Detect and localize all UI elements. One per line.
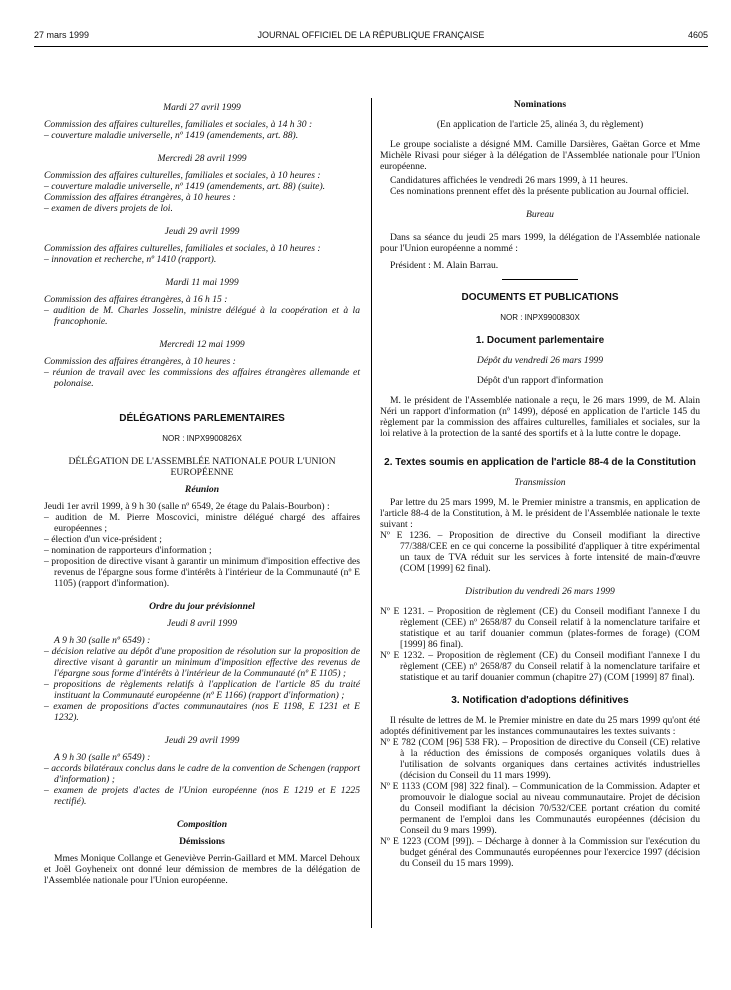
paragraph: Jeudi 1er avril 1999, à 9 h 30 (salle nº 6549, 2e étage du Palais-Bourbon) : [44, 501, 330, 512]
paragraph: Candidatures affichées le vendredi 26 mars 1999, à 11 heures. [390, 175, 628, 186]
paragraph: – examen de propositions d'actes communautaires (nos E 1198, E 1231 et E 1232). [44, 701, 360, 723]
paragraph: Nº E 1223 (COM [99]). – Décharge à donner à la Commission sur l'exécution du budget général des Communautés européennes pour l'exercice 1997 (décision du Conseil du 15 mars 1999). [380, 836, 700, 869]
paragraph: – proposition de directive visant à garantir un minimum d'imposition effective des revenus de l'épargne sous forme d'intérêts à l'intérieur de la Communauté (nº E 1105) (rapport d'information). [44, 556, 360, 589]
paragraph: Ordre du jour prévisionnel [149, 601, 255, 612]
paragraph: Commission des affaires étrangères, à 10 heures : [44, 356, 236, 367]
paragraph: – décision relative au dépôt d'une proposition de résolution sur la proposition de directive visant à garantir un minimum d'imposition effective des revenus de l'épargne sous forme d'intérêts à l'intérieur de la Communauté (nº E 1105) ; [44, 646, 360, 679]
paragraph: Nominations [513, 99, 567, 110]
right-column [380, 99, 700, 869]
paragraph: Jeudi 8 avril 1999 [166, 618, 238, 629]
paragraph: Nº E 1236. – Proposition de directive du Conseil modifiant la directive 77/388/CEE en ce qui concerne la possibilité d'appliquer à titre expérimental un taux de TVA réduit sur les services à forte intensité de main-d'œuvre (COM [1999] 62 final). [380, 530, 700, 574]
paragraph: Dépôt du vendredi 26 mars 1999 [476, 355, 604, 366]
paragraph: Mmes Monique Collange et Geneviève Perrin-Gaillard et MM. Marcel Dehoux et Joël Goyheneix ont donné leur démission de membres de la délégation de l'Assemblée nationale pour l'Union européenne. [44, 853, 360, 886]
paragraph: Démissions [179, 836, 225, 847]
paragraph: Nº E 1231. – Proposition de règlement (CE) du Conseil modifiant l'annexe I du règlement (CEE) nº 2658/87 du Conseil relatif à la nomenclature tarifaire et statistique et au tarif douanier commun (plates-formes de forage) (COM [1999] 86 final). [380, 606, 700, 650]
paragraph: Jeudi 29 avril 1999 [164, 735, 240, 746]
paragraph: Le groupe socialiste a désigné MM. Camille Darsières, Gaëtan Gorce et Mme Michèle Rivasi pour siéger à la délégation de l'Assemblée nationale pour l'Union européenne. [380, 139, 700, 172]
paragraph: (En application de l'article 25, alinéa 3, du règlement) [436, 119, 644, 130]
paragraph: DOCUMENTS ET PUBLICATIONS [461, 292, 619, 303]
journal-title: JOURNAL OFFICIEL DE LA RÉPUBLIQUE FRANÇAISE [257, 30, 485, 40]
paragraph: Commission des affaires culturelles, familiales et sociales, à 14 h 30 : [44, 119, 313, 130]
paragraph: Dans sa séance du jeudi 25 mars 1999, la délégation de l'Assemblée nationale pour l'Union européenne a nommé : [380, 232, 700, 254]
paragraph: 2. Textes soumis en application de l'article 88-4 de la Constitution [384, 457, 696, 468]
paragraph: DÉLÉGATION DE L'ASSEMBLÉE NATIONALE POUR L'UNION EUROPÉENNE [68, 456, 336, 478]
paragraph: Par lettre du 25 mars 1999, M. le Premier ministre a transmis, en application de l'article 88-4 de la Constitution, à M. le président de l'Assemblée nationale le texte suivant : [380, 497, 700, 530]
paragraph: DÉLÉGATIONS PARLEMENTAIRES [119, 413, 285, 424]
paragraph: – nomination de rapporteurs d'information ; [44, 545, 212, 556]
paragraph: Ces nominations prennent effet dès la présente publication au Journal officiel. [390, 186, 689, 197]
paragraph: Président : M. Alain Barrau. [390, 260, 499, 271]
issue-date: 27 mars 1999 [34, 30, 90, 40]
paragraph: Jeudi 29 avril 1999 [164, 226, 240, 237]
paragraph: NOR : INPX9900826X [162, 434, 242, 443]
paragraph: Commission des affaires étrangères, à 10 heures : [44, 192, 236, 203]
paragraph: A 9 h 30 (salle nº 6549) : [54, 635, 151, 646]
paragraph: – innovation et recherche, nº 1410 (rapport). [44, 254, 217, 265]
paragraph: – examen de divers projets de loi. [44, 203, 173, 214]
paragraph: – accords bilatéraux conclus dans le cadre de la convention de Schengen (rapport d'information) ; [44, 763, 360, 785]
paragraph: – élection d'un vice-président ; [44, 534, 162, 545]
column-divider [371, 98, 372, 928]
paragraph: Bureau [526, 209, 554, 220]
left-column [44, 99, 360, 886]
paragraph: Transmission [514, 477, 566, 488]
paragraph: – audition de M. Charles Josselin, ministre délégué à la coopération et à la francophonie. [44, 305, 360, 327]
page-number: 4605 [687, 30, 708, 40]
paragraph: Mercredi 12 mai 1999 [159, 339, 245, 350]
paragraph: Commission des affaires culturelles, familiales et sociales, à 10 heures : [44, 243, 321, 254]
paragraph: Commission des affaires culturelles, familiales et sociales, à 10 heures : [44, 170, 321, 181]
paragraph: – réunion de travail avec les commissions des affaires étrangères allemande et polonaise. [44, 367, 360, 389]
page-header [34, 30, 708, 44]
paragraph: Composition [176, 819, 228, 830]
paragraph: Mercredi 28 avril 1999 [157, 153, 247, 164]
paragraph: A 9 h 30 (salle nº 6549) : [54, 752, 151, 763]
paragraph: Réunion [184, 484, 220, 495]
paragraph: NOR : INPX9900830X [500, 313, 580, 322]
paragraph: M. le président de l'Assemblée nationale a reçu, le 26 mars 1999, de M. Alain Néri un rapport d'information (nº 1499), déposé en application de l'article 145 du règlement par la commission des affaires culturelles, familiales et sociales, sur la loi relative à la protection de la santé des sportifs et à la lutte contre le dopage. [380, 395, 700, 439]
paragraph: Nº E 782 (COM [96] 538 FR). – Proposition de directive du Conseil (CE) relative à la réduction des émissions de composés organiques volatils dues à l'utilisation de solvants organiques dans certaines activités industrielles (décision du Conseil du 11 mars 1999). [380, 737, 700, 781]
header-rule [34, 46, 708, 47]
section-rule [502, 279, 578, 280]
paragraph: 3. Notification d'adoptions définitives [451, 695, 629, 706]
paragraph: Distribution du vendredi 26 mars 1999 [465, 586, 615, 597]
paragraph: Mardi 11 mai 1999 [165, 277, 239, 288]
paragraph: – propositions de règlements relatifs à l'application de l'article 85 du traité instituant la Communauté européenne (nº E 1166) (rapport d'information) ; [44, 679, 360, 701]
paragraph: – examen de projets d'actes de l'Union européenne (nos E 1219 et E 1225 rectifié). [44, 785, 360, 807]
paragraph: Mardi 27 avril 1999 [163, 102, 241, 113]
paragraph: Nº E 1232. – Proposition de règlement (CE) du Conseil modifiant l'annexe I du règlement (CEE) nº 2658/87 du Conseil relatif à la nomenclature tarifaire et statistique et au tarif douanier commun (chapitre 27) (COM [1999] 87 final). [380, 650, 700, 683]
paragraph: – audition de M. Pierre Moscovici, ministre délégué chargé des affaires européennes ; [44, 512, 360, 534]
paragraph: 1. Document parlementaire [475, 335, 605, 346]
paragraph: – couverture maladie universelle, nº 1419 (amendements, art. 88) (suite). [44, 181, 326, 192]
paragraph: Dépôt d'un rapport d'information [476, 375, 604, 386]
paragraph: Il résulte de lettres de M. le Premier ministre en date du 25 mars 1999 qu'ont été adoptés définitivement par les instances communautaires les textes suivants : [380, 715, 700, 737]
paragraph: – couverture maladie universelle, nº 1419 (amendements, art. 88). [44, 130, 299, 141]
paragraph: Commission des affaires étrangères, à 16 h 15 : [44, 294, 228, 305]
paragraph: Nº E 1133 (COM [98] 322 final). – Communication de la Commission. Adapter et promouvoir le dialogue social au niveau communautaire. Projet de décision du Conseil modifiant la décision 70/532/CEE portant création du comité permanent de l'emploi dans les Communautés européennes (décision du Conseil du 9 mars 1999). [380, 781, 700, 836]
